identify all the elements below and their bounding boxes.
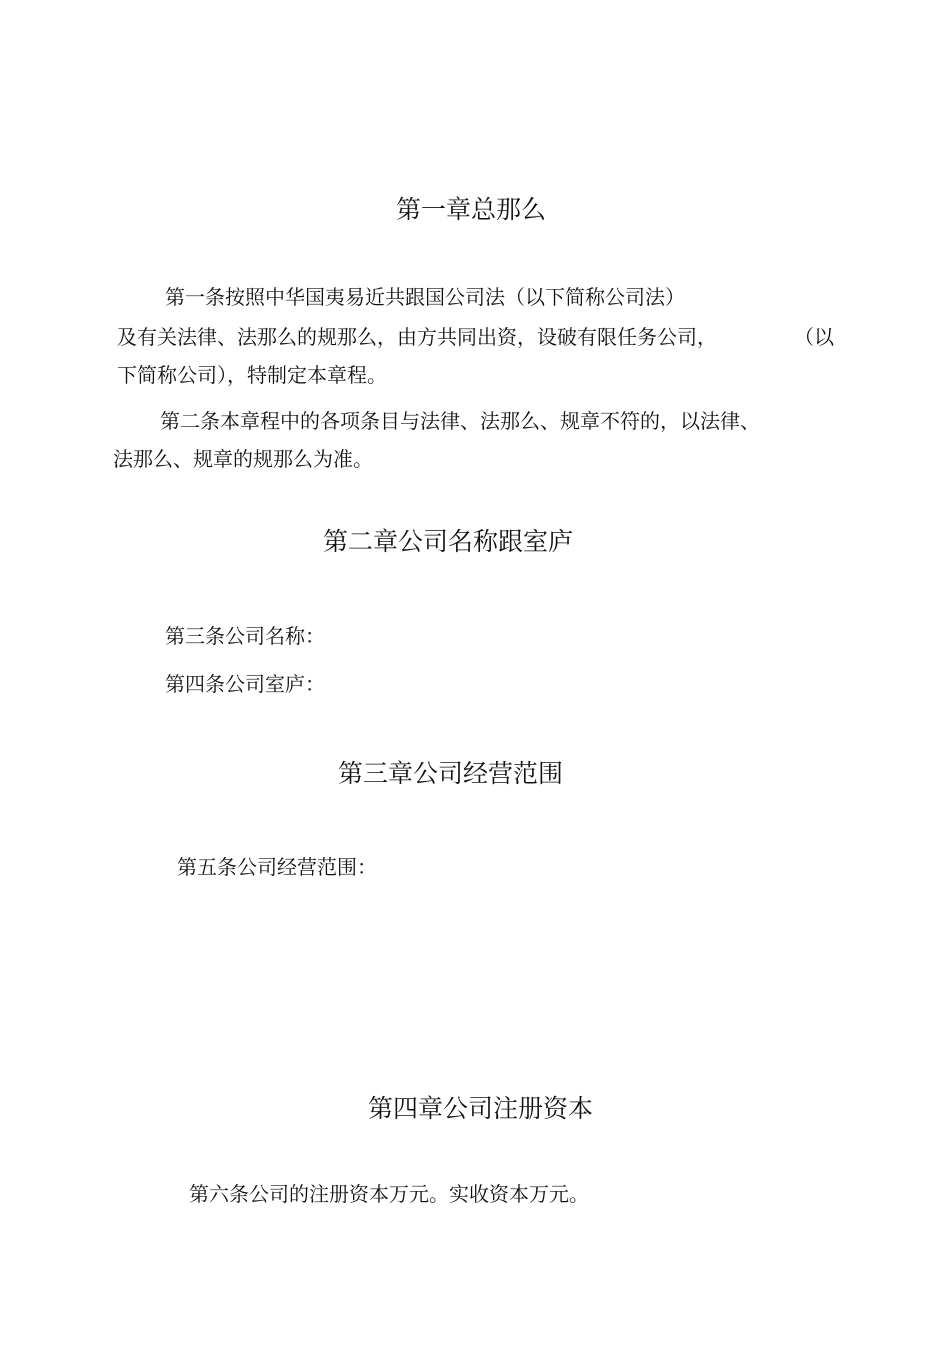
article-1-line-3: 下简称公司），特制定本章程。 [117, 363, 387, 387]
article-3: 第三条公司名称： [165, 624, 325, 648]
article-2-line-2: 法那么、规章的规那么为准。 [113, 447, 373, 471]
chapter-3-title: 第三章公司经营范围 [338, 759, 564, 788]
article-5: 第五条公司经营范围： [177, 855, 377, 879]
chapter-2-title: 第二章公司名称跟室庐 [323, 527, 574, 556]
article-6: 第六条公司的注册资本万元。实收资本万元。 [189, 1182, 589, 1206]
article-1-line-1: 第一条按照中华国夷易近共跟国公司法（以下简称公司法） [165, 285, 685, 309]
article-1-line-2-tail: （以 [794, 325, 834, 349]
article-4: 第四条公司室庐： [165, 672, 325, 696]
chapter-1-title: 第一章总那么 [396, 195, 547, 224]
article-1-line-2: 及有关法律、法那么的规那么，由方共同出资，设破有限任务公司， [117, 325, 717, 349]
chapter-4-title: 第四章公司注册资本 [368, 1094, 594, 1123]
article-2-line-1: 第二条本章程中的各项条目与法律、法那么、规章不符的，以法律、 [160, 409, 760, 433]
